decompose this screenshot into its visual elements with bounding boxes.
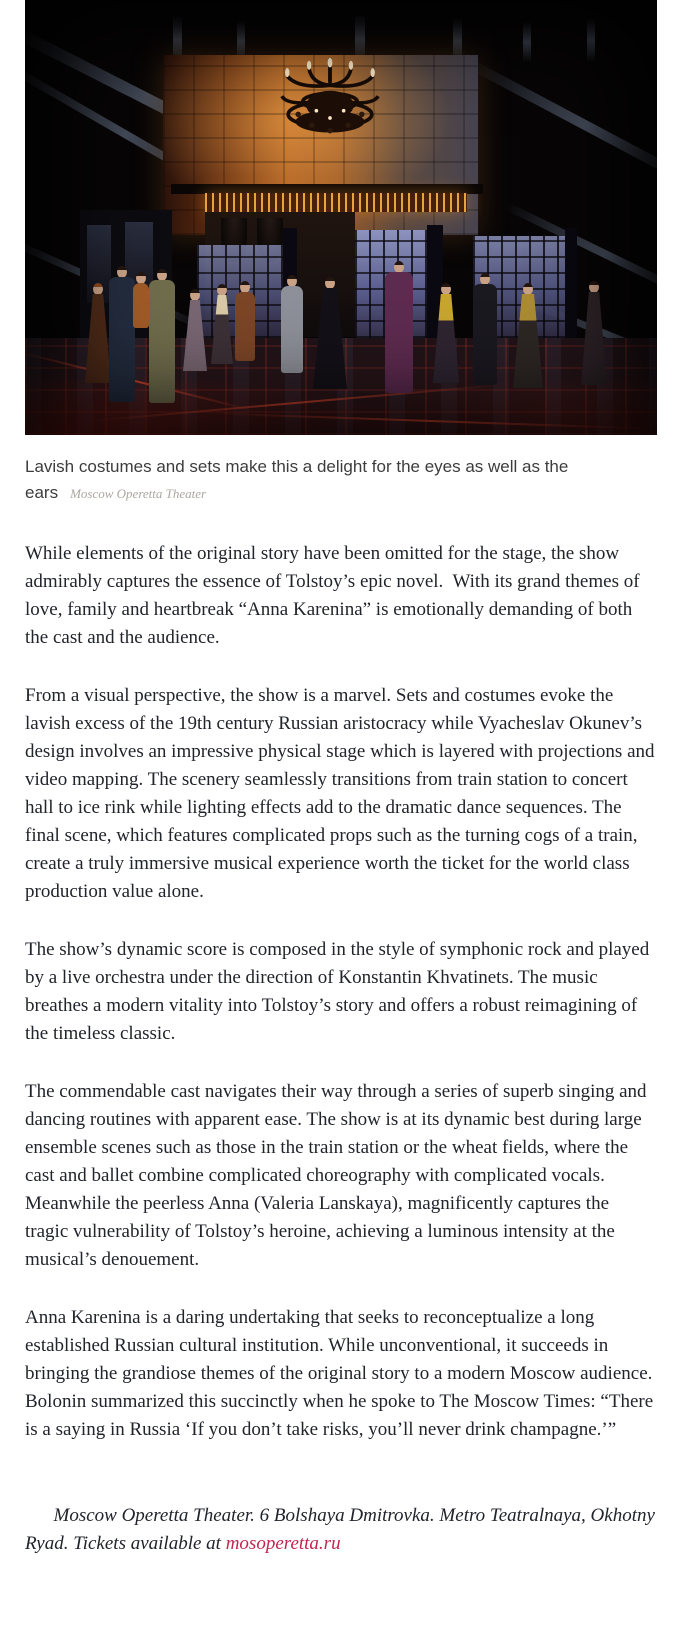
venue-info-text: Moscow Operetta Theater. 6 Bolshaya Dmitrovka. Metro Teatralnaya, Okhotny Ryad. Tickets available at [25, 1505, 660, 1554]
stage-photo [25, 0, 657, 435]
venue-info [25, 1474, 660, 1586]
article-paragraph: The commendable cast navigates their way through a series of superb singing and dancing routines with apparent ease. The show is at its dynamic best during large ensemble scenes such as those in the train station or the wheat fields, where the cast and ballet combine complicated choreography with complicated vocals. Meanwhile the peerless Anna (Valeria Lanskaya), magnificently captures the tragic vulnerability of Tolstoy’s heroine, achieving a luminous intensity at the musical’s denouement. [25, 1081, 652, 1270]
photo-caption [25, 454, 657, 507]
article-paragraph: While elements of the original story have been omitted for the stage, the show admirably captures the essence of Tolstoy’s epic novel. With its grand themes of love, family and heartbreak “Anna Karenina” is emotionally demanding of both the cast and the audience. [25, 543, 645, 648]
article-paragraph: The show’s dynamic score is composed in the style of symphonic rock and played by a live orchestra under the direction of Konstantin Khvatinets. The music breathes a modern vitality into Tolstoy’s story and offers a robust reimagining of the timeless classic. [25, 939, 654, 1044]
article-paragraph: Anna Karenina is a daring undertaking that seeks to reconceptualize a long established Russian cultural institution. While unconventional, it succeeds in bringing the grandiose themes of the original story to a modern Moscow audience. Bolonin summarized this succinctly when he spoke to The Moscow Times: “There is a saying in Russia ‘If you don’t take risks, you’ll never drink champagne.’” [25, 1307, 658, 1440]
photo-credit: Moscow Operetta Theater [70, 486, 207, 501]
article-paragraph: From a visual perspective, the show is a marvel. Sets and costumes evoke the lavish excess of the 19th century Russian aristocracy while Vyacheslav Okunev’s design involves an impressive physical stage which is layered with projections and video mapping. The scenery seamlessly transitions from train station to concert hall to ice rink while lighting effects add to the dramatic dance sequences. The final scene, which features complicated props such as the turning cogs of a train, create a truly immersive musical experience worth the ticket for the world class production value alone. [25, 685, 660, 902]
photo-vignette [25, 0, 657, 435]
caption-text: Lavish costumes and sets make this a delight for the eyes as well as the ears [25, 457, 569, 502]
article-body [25, 540, 660, 1586]
mosoperetta-link[interactable]: mosoperetta.ru [225, 1533, 341, 1554]
